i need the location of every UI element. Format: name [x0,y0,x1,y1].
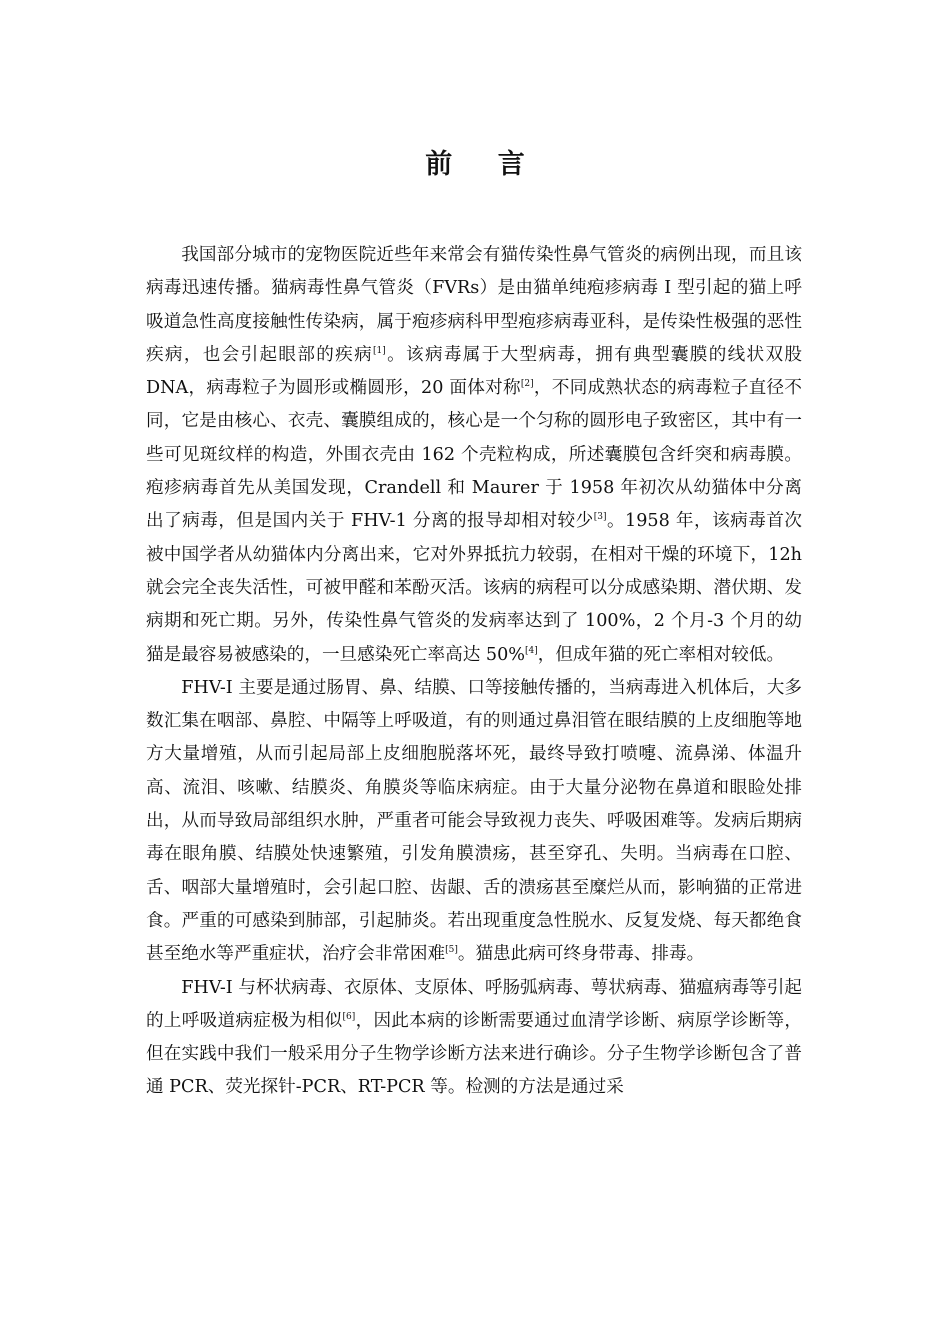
paragraph-text: FHV-I 主要是通过肠胃、鼻、结膜、口等接触传播的，当病毒进入机体后，大多数汇集在咽部、鼻腔、中隔等上呼吸道，有的则通过鼻泪管在眼结膜的上皮细胞等地方大量增殖，从而引起局部上皮细胞脱落坏死，最终导致打喷嚏、流鼻涕、体温升高、流泪、咳嗽、结膜炎、角膜炎等临床病症。由于大量分泌物在鼻道和眼睑处排出，从而导致局部组织水肿，严重者可能会导致视力丧失、呼吸困难等。发病后期病毒在眼角膜、结膜处快速繁殖，引发角膜溃疡，甚至穿孔、失明。当病毒在口腔、舌、咽部大量增殖时，会引起口腔、齿龈、舌的溃疡甚至糜烂从而，影响猫的正常进食。严重的可感染到肺部，引起肺炎。若出现重度急性脱水、反复发烧、每天都绝食甚至绝水等严重症状，治疗会非常困难 [146,677,802,965]
paragraph-text: ，因此本病的诊断需要通过血清学诊断、病原学诊断等，但在实践中我们一般采用分子生物学诊断方法来进行确诊。分子生物学诊断包含了普通 PCR、荧光探针-PCR、RT-PCR 等。检测的方法是通过采 [146,1010,802,1098]
paragraph [146,672,802,972]
paragraph [146,239,802,672]
citation-marker: [1] [373,345,386,356]
body-text [146,239,802,1105]
citation-marker: [3] [593,512,607,523]
paragraph-text: ，不同成熟状态的病毒粒子直径不同，它是由核心、衣壳、囊膜组成的，核心是一个匀称的圆形电子致密区，其中有一些可见斑纹样的构造，外围衣壳由 162 个壳粒构成，所述囊膜包含纤突和病毒膜。疱疹病毒首先从美国发现，Crandell 和 Maurer 于 1958 年初次从幼猫体中分离出了病毒，但是国内关于 FHV-1 分离的报导却相对较少 [146,378,802,532]
citation-marker: [2] [520,379,534,390]
paragraph-text: FHV-I 与杯状病毒、衣原体、支原体、呼肠弧病毒、萼状病毒、猫瘟病毒等引起的上呼吸道病症极为相似 [146,977,802,1031]
citation-marker: [4] [524,645,538,656]
paragraph-text: 。该病毒属于大型病毒，拥有典型囊膜的线状双股 DNA，病毒粒子为圆形或椭圆形，20 面体对称 [146,344,802,399]
paragraph-text: ，但成年猫的死亡率相对较低。 [537,644,785,665]
paragraph [146,972,802,1105]
citation-marker: [6] [342,1011,356,1022]
page-title: 前 言 [425,149,543,180]
paragraph-text: 。猫患此病可终身带毒、排毒。 [457,944,705,965]
citation-marker: [5] [445,945,458,956]
paragraph-text: 我国部分城市的宠物医院近些年来常会有猫传染性鼻气管炎的病例出现，而且该病毒迅速传播。猫病毒性鼻气管炎（FVRs）是由猫单纯疱疹病毒 I 型引起的猫上呼吸道急性高度接触性传染病，属于疱疹病科甲型疱疹病毒亚科，是传染性极强的恶性疾病，也会引起眼部的疾病 [146,245,802,365]
paragraph-text: 。1958 年，该病毒首次被中国学者从幼猫体内分离出来，它对外界抵抗力较弱，在相对干燥的环境下，12h 就会完全丧失活性，可被甲醛和苯酚灭活。该病的病程可以分成感染期、潜伏期、发病期和死亡期。另外，传染性鼻气管炎的发病率达到了 100%，2 个月-3 个月的幼猫是最容易被感染的，一旦感染死亡率高达 50% [146,511,802,665]
